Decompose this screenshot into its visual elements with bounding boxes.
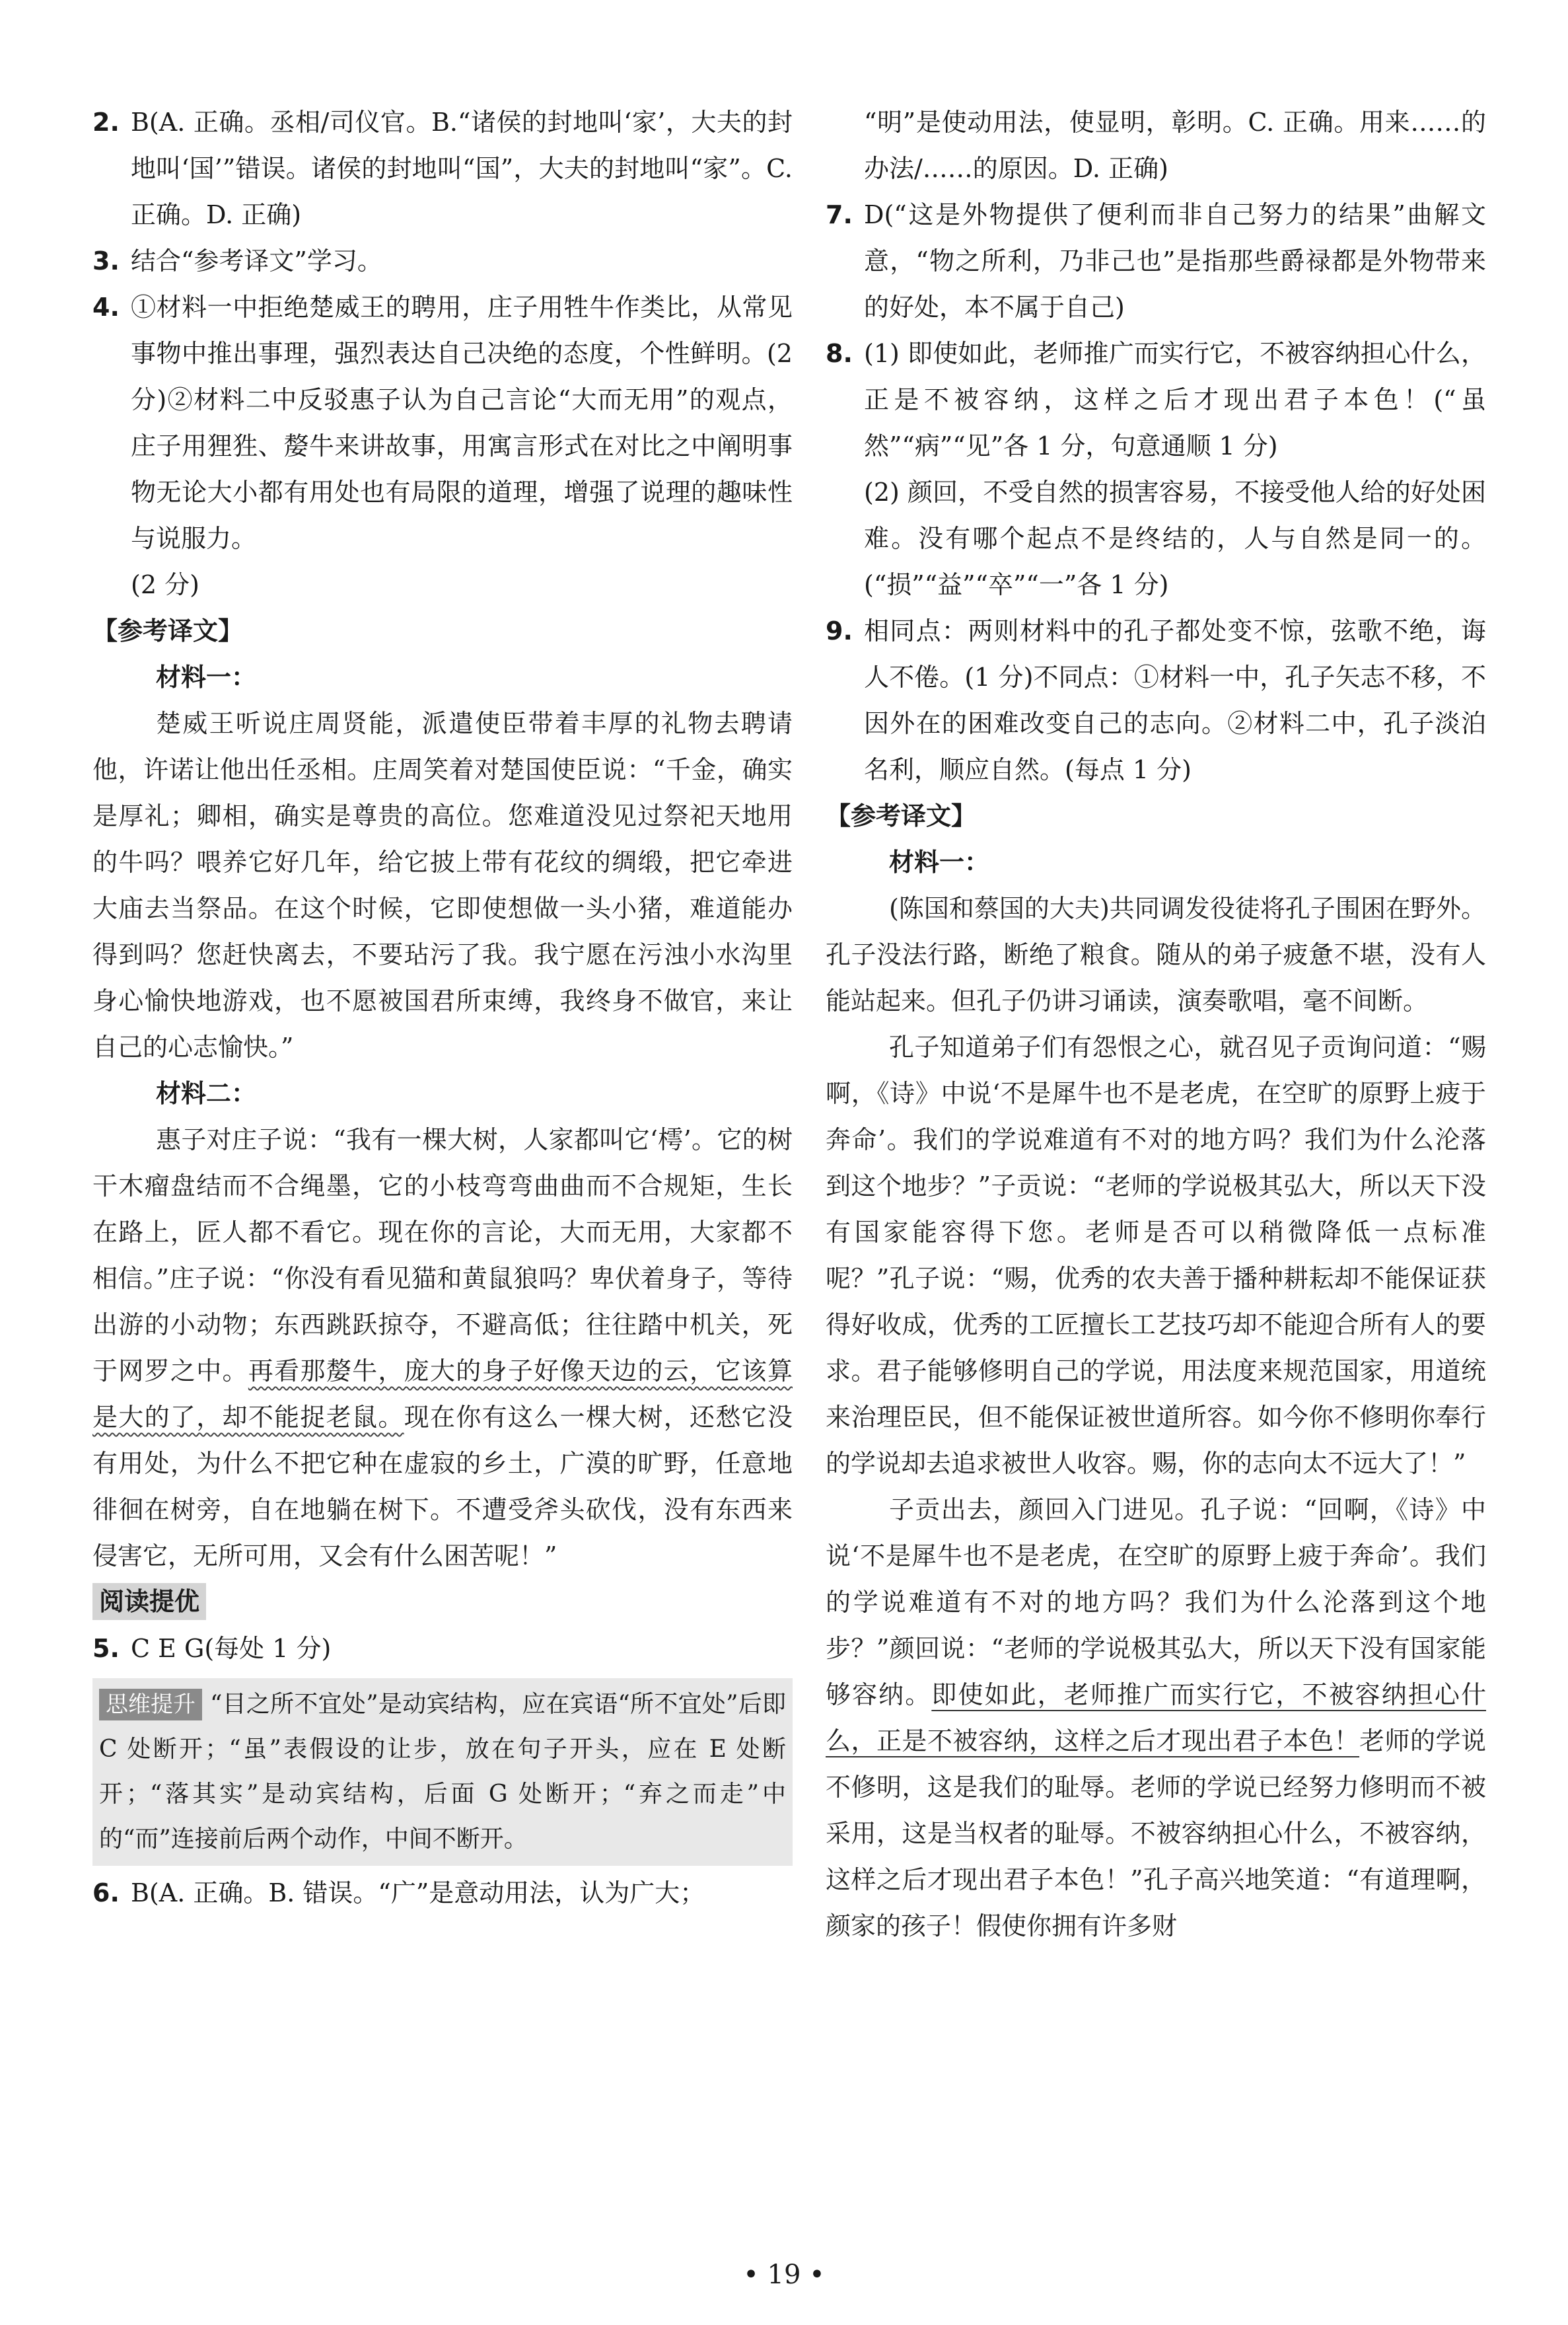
answer-text-part-2: (2) 颜回，不受自然的损害容易，不接受他人给的好处困难。没有哪个起点不是终结的，人与自然是同一的。(“损”“益”“卒”“一”各 1 分) [864,478,1486,599]
answer-number: 3. [92,246,120,276]
answer-text: 结合“参考译文”学习。 [131,246,382,276]
answer-8 [826,330,1486,608]
left-column [92,99,793,1916]
answer-5 [92,1625,793,1672]
answer-text: B(A. 正确。丞相/司仪官。B.“诸侯的封地叫‘家’，大夫的封地叫‘国’”错误。诸侯的封地叫“国”，大夫的封地叫“家”。C. 正确。D. 正确) [131,108,793,229]
answer-text: B(A. 正确。B. 错误。“广”是意动用法，认为广大； [131,1878,705,1907]
answer-3 [92,238,793,284]
material-2-heading: 材料二： [156,1079,257,1108]
reference-translation-heading: 【参考译文】 [826,801,977,830]
translation-paragraph-1: (陈国和蔡国的大夫)共同调发役徒将孔子围困在野外。孔子没法行路，断绝了粮食。随从的弟子疲惫不堪，没有人能站起来。但孔子仍讲习诵读，演奏歌唱，毫不间断。 [826,894,1486,1015]
reference-translation-heading: 【参考译文】 [92,616,244,646]
answer-number: 7. [826,200,853,229]
answer-number: 5. [92,1634,120,1663]
material-1-text: 楚威王听说庄周贤能，派遣使臣带着丰厚的礼物去聘请他，许诺让他出任丞相。庄周笑着对楚国使臣说：“千金，确实是厚礼；卿相，确实是尊贵的高位。您难道没见过祭祀天地用的牛吗？喂养它好几年，给它披上带有花纹的绸缎，把它牵进大庙去当祭品。在这个时候，它即使想做一头小猪，难道能办得到吗？您赶快离去，不要玷污了我。我宁愿在污浊小水沟里身心愉快地游戏，也不愿被国君所束缚，我终身不做官，来让自己的心志愉快。” [92,709,793,1062]
answer-2 [92,99,793,238]
material-1-heading: 材料一： [156,663,257,692]
answer-number: 8. [826,339,853,368]
thinking-tip-text: “目之所不宜处”是动宾结构，应在宾语“所不宜处”后即 C 处断开；“虽”表假设的让步，放在句子开头，应在 E 处断开；“落其实”是动宾结构，后面 G 处断开；“弃之而走”中的“而”连接前后两个动作，中间不断开。 [99,1691,786,1853]
underlined-sentence: 即使如此，老师推广而实行它，不被容纳担心什么，正是不被容纳，这样之后才现出君子本色！ [826,1680,1486,1755]
translation-text-part: 老师的学说不修明，这是我们的耻辱。老师的学说已经努力修明而不被采用，这是当权者的耻辱。不被容纳担心什么，不被容纳，这样之后才现出君子本色！”孔子高兴地笑道：“有道理啊，颜家的孩子！假使你拥有许多财 [826,1726,1486,1940]
translation-paragraph-3 [826,1487,1486,1949]
answer-text: 相同点：两则材料中的孔子都处变不惊，弦歌不绝，诲人不倦。(1 分)不同点：①材料一中，孔子矢志不移，不因外在的困难改变自己的志向。②材料二中，孔子淡泊名利，顺应自然。(每点 1 分) [864,616,1486,784]
answer-4 [92,284,793,608]
wavy-underlined-sentence: 再看那嫠牛，庞大的身子好像天边的云，它该算是大的了，却不能捉老鼠。 [92,1356,793,1432]
right-column [826,99,1486,1949]
answer-7 [826,192,1486,330]
answer-number: 4. [92,293,120,322]
answer-text-part-1: (1) 即使如此，老师推广而实行它，不被容纳担心什么，正是不被容纳，这样之后才现出君子本色！(“虽然”“病”“见”各 1 分，句意通顺 1 分) [864,339,1486,461]
thinking-tip-label: 思维提升 [99,1689,202,1720]
page-number: • 19 • [743,2260,825,2290]
answer-9 [826,608,1486,793]
answer-score: (2 分) [131,570,199,599]
material-2-text-part: 惠子对庄子说：“我有一棵大树，人家都叫它‘樗’。它的树干木瘤盘结而不合绳墨，它的小枝弯弯曲曲而不合规矩，生长在路上，匠人都不看它。现在你的言论，大而无用，大家都不相信。”庄子说：“你没有看见猫和黄鼠狼吗？卑伏着身子，等待出游的小动物；东西跳跃掠夺，不避高低；往往踏中机关，死于网罗之中。 [92,1125,793,1385]
material-1-heading: 材料一： [889,848,990,877]
answer-number: 6. [92,1878,120,1907]
answer-6 [92,1870,793,1916]
answer-text: D(“这是外物提供了便利而非自己努力的结果”曲解文意，“物之所利，乃非己也”是指那些爵禄都是外物带来的好处，本不属于自己) [864,200,1486,322]
answer-text: C E G(每处 1 分) [131,1634,332,1663]
answer-number: 9. [826,616,853,646]
answer-text: ①材料一中拒绝楚威王的聘用，庄子用牲牛作类比，从常见事物中推出事理，强烈表达自己决绝的态度，个性鲜明。(2 分)②材料二中反驳惠子认为自己言论“大而无用”的观点，庄子用狸狌、嫠牛来讲故事，用寓言形式在对比之中阐明事物无论大小都有用处也有局限的道理，增强了说理的趣味性与说服力。 [131,293,793,553]
material-2-text [92,1117,793,1579]
answer-number: 2. [92,108,120,137]
translation-paragraph-2: 孔子知道弟子们有怨恨之心，就召见子贡询问道：“赐啊，《诗》中说‘不是犀牛也不是老虎，在空旷的原野上疲于奔命’。我们的学说难道有不对的地方吗？我们为什么沦落到这个地步？”子贡说：“老师的学说极其弘大，所以天下没有国家能容得下您。老师是否可以稍微降低一点标准呢？”孔子说：“赐，优秀的农夫善于播种耕耘却不能保证获得好收成，优秀的工匠擅长工艺技巧却不能迎合所有人的要求。君子能够修明自己的学说，用法度来规范国家，用道统来治理臣民，但不能保证被世道所容。如今你不修明你奉行的学说却去追求被世人收容。赐，你的志向太不远大了！” [826,1033,1486,1478]
thinking-tip-box [92,1678,793,1866]
translation-text-part: 子贡出去，颜回入门进见。孔子说：“回啊，《诗》中说‘不是犀牛也不是老虎，在空旷的原野上疲于奔命’。我们的学说难道有不对的地方吗？我们为什么沦落到这个地步？”颜回说：“老师的学说极其弘大，所以天下没有国家能够容纳。 [826,1495,1486,1709]
material-2-text-part: 现在你有这么一棵大树，还愁它没有用处，为什么不把它种在虚寂的乡土，广漠的旷野，任意地徘徊在树旁，自在地躺在树下。不遭受斧头砍伐，没有东西来侵害它，无所可用，又会有什么困苦呢！” [92,1403,793,1570]
reading-improvement-heading: 阅读提优 [92,1583,206,1620]
answer-6-continued: “明”是使动用法，使显明，彰明。C. 正确。用来……的办法/……的原因。D. 正确) [864,108,1486,183]
